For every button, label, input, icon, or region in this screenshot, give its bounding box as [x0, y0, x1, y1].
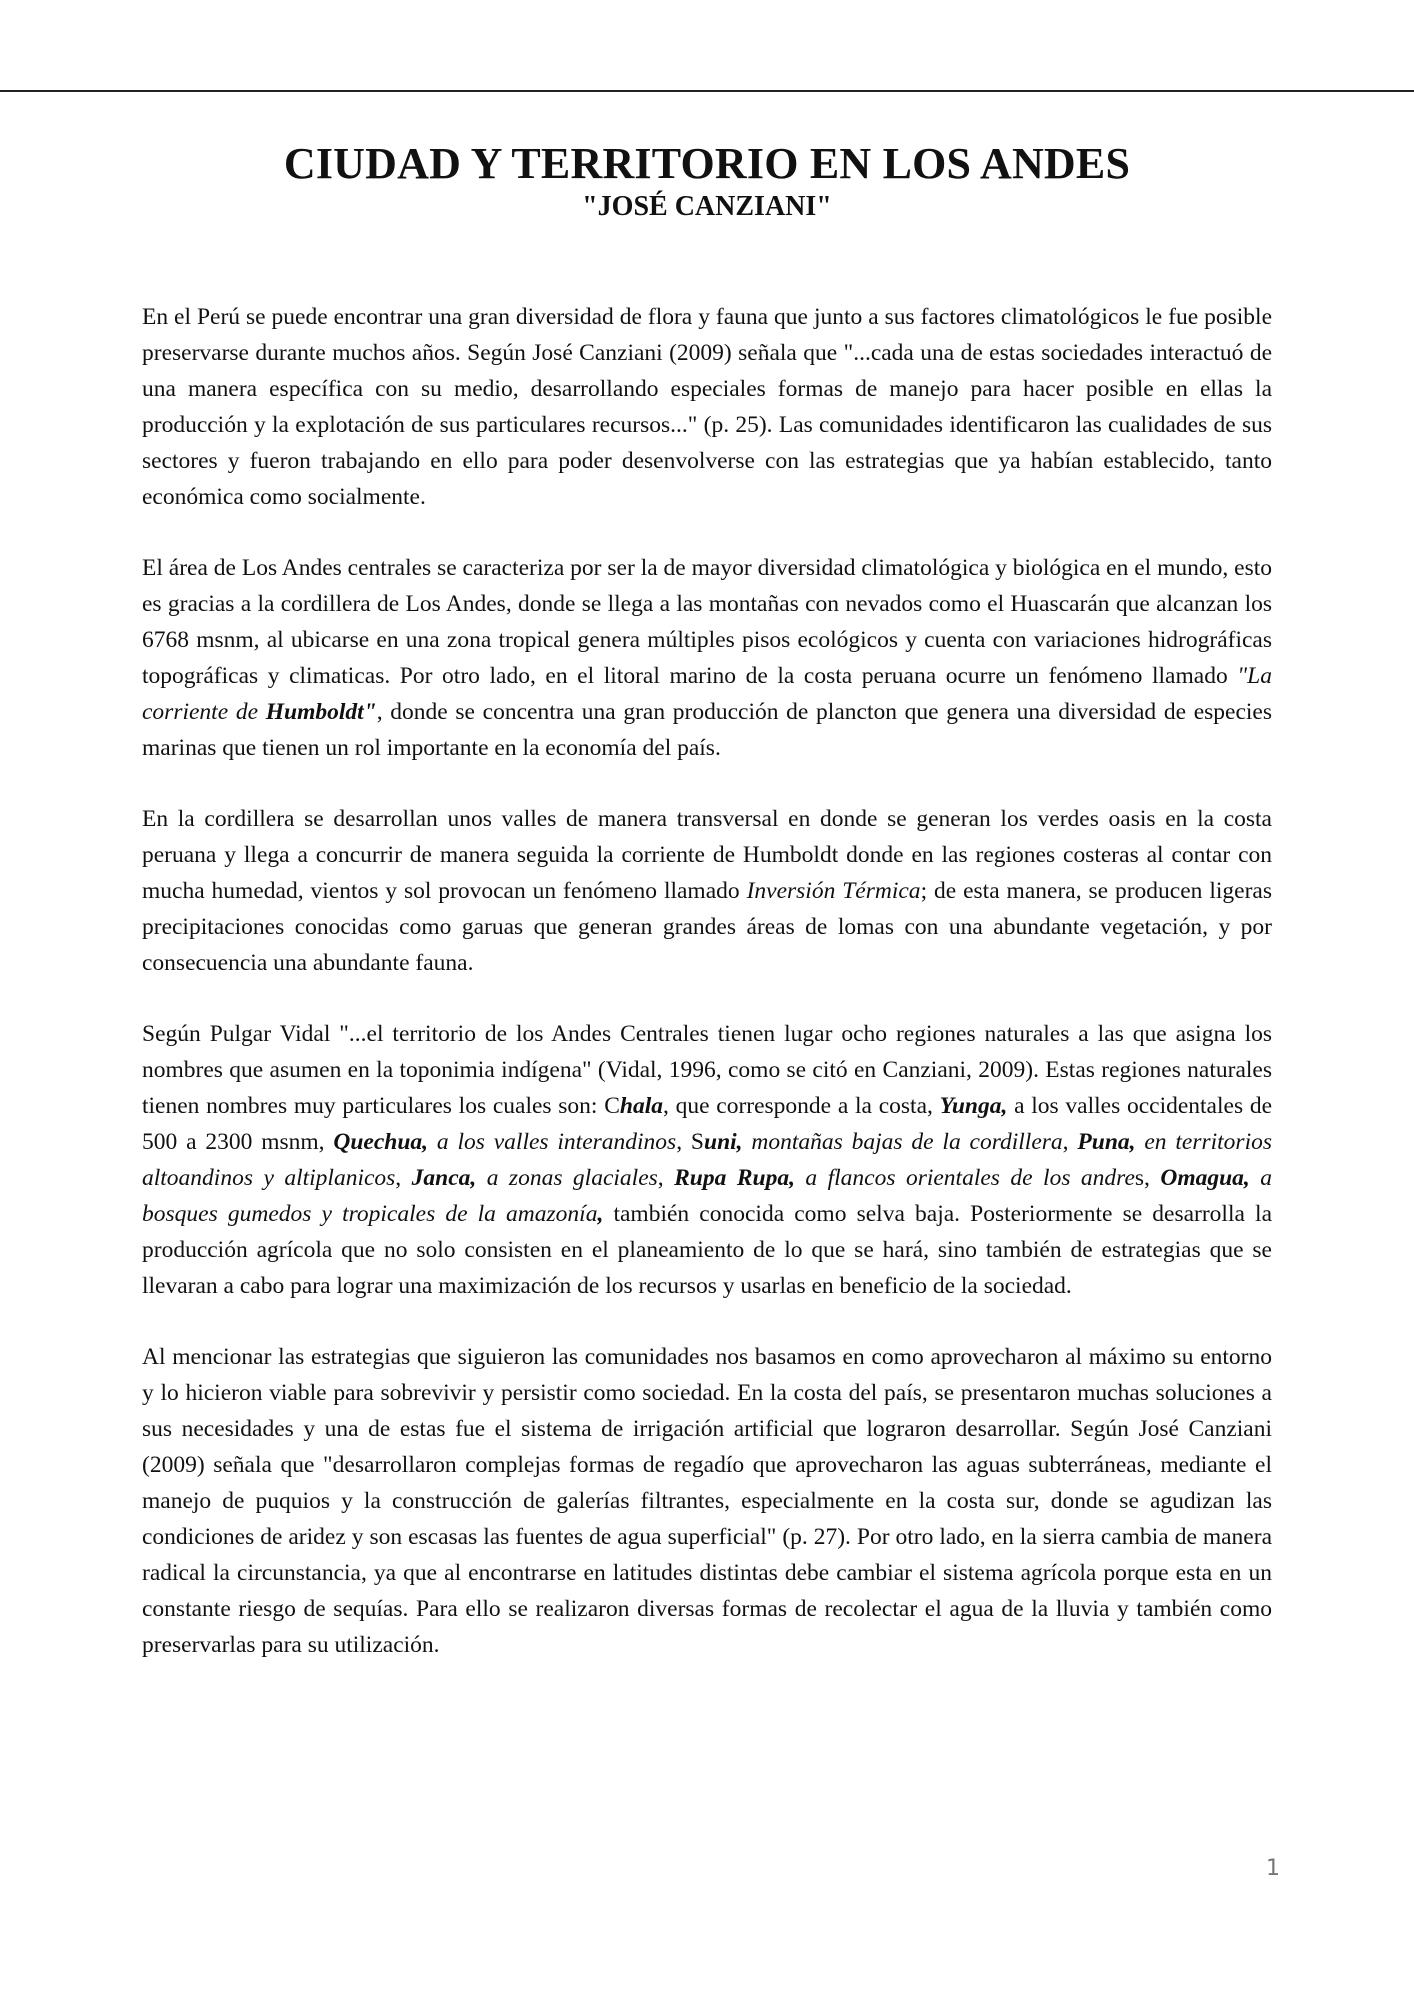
text-run: Quechua,: [333, 1129, 429, 1155]
document-subtitle: "JOSÉ CANZIANI": [582, 191, 832, 222]
text-run: hala: [619, 1093, 663, 1119]
text-run: Según Pulgar Vidal "...el territorio de los Andes Centrales tienen lugar ocho regiones naturales a las que asigna los nombres que asumen en la toponimia indígena" (Vidal, 1996, como se citó en Canziani, 2009). Estas regiones naturales tienen nombres muy particulares los cuales son: C: [142, 1021, 1272, 1119]
text-run: ; de esta manera, se producen ligeras precipitaciones conocidas como garuas que generan grandes áreas de lomas con una abundante vegetación, y por consecuencia una abundante fauna.: [142, 878, 1272, 976]
paragraph-1: [142, 299, 1272, 515]
paragraph-2: [142, 550, 1272, 766]
text-run: a bosques gumedos y tropicales de la amazonía: [142, 1165, 1273, 1227]
text-run: , donde se concentra una gran producción de plancton que genera una diversidad de especies marinas que tienen un rol importante en la economía del país.: [142, 699, 1272, 761]
text-run: montañas bajas de la cordillera: [742, 1129, 1063, 1155]
document-body: [142, 299, 1272, 1698]
text-run: Al mencionar las estrategias que siguieron las comunidades nos basamos en como aprovecharon al máximo su entorno y lo hicieron viable para sobrevivir y persistir como sociedad. En la costa del país, se presentaron muchas soluciones a sus necesidades y una de estas fue el sistema de irrigación artificial que lograron desarrollar. Según José Canziani (2009) señala que "desarrollaron complejas formas de regadío que aprovecharon las aguas subterráneas, mediante el manejo de puquios y la construcción de galerías filtrantes, especialmente en la costa sur, donde se agudizan las condiciones de aridez y son escasas las fuentes de agua superficial" (p. 27). Por otro lado, en la sierra cambia de manera radical la circunstancia, ya que al encontrarse en latitudes distintas debe cambiar el sistema agrícola porque esta en un constante riesgo de sequías. Para ello se realizaron diversas formas de recolectar el agua de la lluvia y también como preservarlas para su utilización.: [142, 1344, 1272, 1658]
paragraph-3: [142, 801, 1272, 981]
text-run: En la cordillera se desarrollan unos valles de manera transversal en donde se generan los verdes oasis en la costa peruana y llega a concurrir de manera seguida la corriente de Humboldt donde en las regiones costeras al contar con mucha humedad, vientos y sol provocan un fenómeno llamado: [142, 806, 1272, 904]
text-run: ,: [597, 1201, 604, 1227]
text-run: Janca,: [411, 1165, 477, 1191]
text-run: a los valles occidentales de 500 a 2300 msnm,: [142, 1093, 1273, 1155]
text-run: a flancos orientales de los andre: [794, 1165, 1135, 1191]
text-run: ,: [395, 1165, 412, 1191]
paragraph-4: [142, 1016, 1272, 1304]
text-run: Humboldt": [265, 699, 377, 725]
text-run: s,: [1134, 1165, 1161, 1191]
header-rule: [0, 90, 1414, 92]
text-run: Inversión Térmica: [746, 878, 921, 904]
text-run: , S: [676, 1129, 705, 1155]
text-run: , que corresponde a la costa,: [663, 1093, 940, 1119]
text-run: El área de Los Andes centrales se caracteriza por ser la de mayor diversidad climatológica y biológica en el mundo, esto es gracias a la cordillera de Los Andes, donde se llega a las montañas con nevados como el Huascarán que alcanzan los 6768 msnm, al ubicarse en una zona tropical genera múltiples pisos ecológicos y cuenta con variaciones hidrográficas topográficas y climaticas. Por otro lado, en el litoral marino de la costa peruana ocurre un fenómeno llamado: [142, 555, 1272, 689]
text-run: "La corriente de: [142, 663, 1272, 725]
text-run: Rupa Rupa,: [674, 1165, 795, 1191]
text-run: Yunga,: [939, 1093, 1008, 1119]
page-number: 1: [1266, 1856, 1280, 1881]
document-title: CIUDAD Y TERRITORIO EN LOS ANDES: [283, 139, 1131, 188]
paragraph-5: [142, 1339, 1272, 1663]
text-run: en territorios altoandinos y altiplanicos: [142, 1129, 1273, 1191]
text-run: ,: [1062, 1129, 1078, 1155]
text-run: ,: [657, 1165, 675, 1191]
text-run: Omagua,: [1160, 1165, 1250, 1191]
text-run: también conocida como selva baja. Posteriormente se desarrolla la producción agrícola que no solo consisten en el planeamiento de lo que se hará, sino también de estrategias que se llevaran a cabo para lograr una maximización de los recursos y usarlas en beneficio de la sociedad.: [142, 1201, 1273, 1299]
text-run: a los valles interandinos: [428, 1129, 677, 1155]
text-run: a zonas glaciales: [476, 1165, 658, 1191]
title-block: [0, 138, 1414, 224]
text-run: uni,: [704, 1129, 743, 1155]
text-run: En el Perú se puede encontrar una gran diversidad de flora y fauna que junto a sus factores climatológicos le fue posible preservarse durante muchos años. Según José Canziani (2009) señala que "...cada una de estas sociedades interactuó de una manera específica con su medio, desarrollando especiales formas de manejo para hacer posible en ellas la producción y la explotación de sus particulares recursos..." (p. 25). Las comunidades identificaron las cualidades de sus sectores y fueron trabajando en ello para poder desenvolverse con las estrategias que ya habían establecido, tanto económica como socialmente.: [142, 304, 1272, 510]
text-run: Puna,: [1077, 1129, 1136, 1155]
